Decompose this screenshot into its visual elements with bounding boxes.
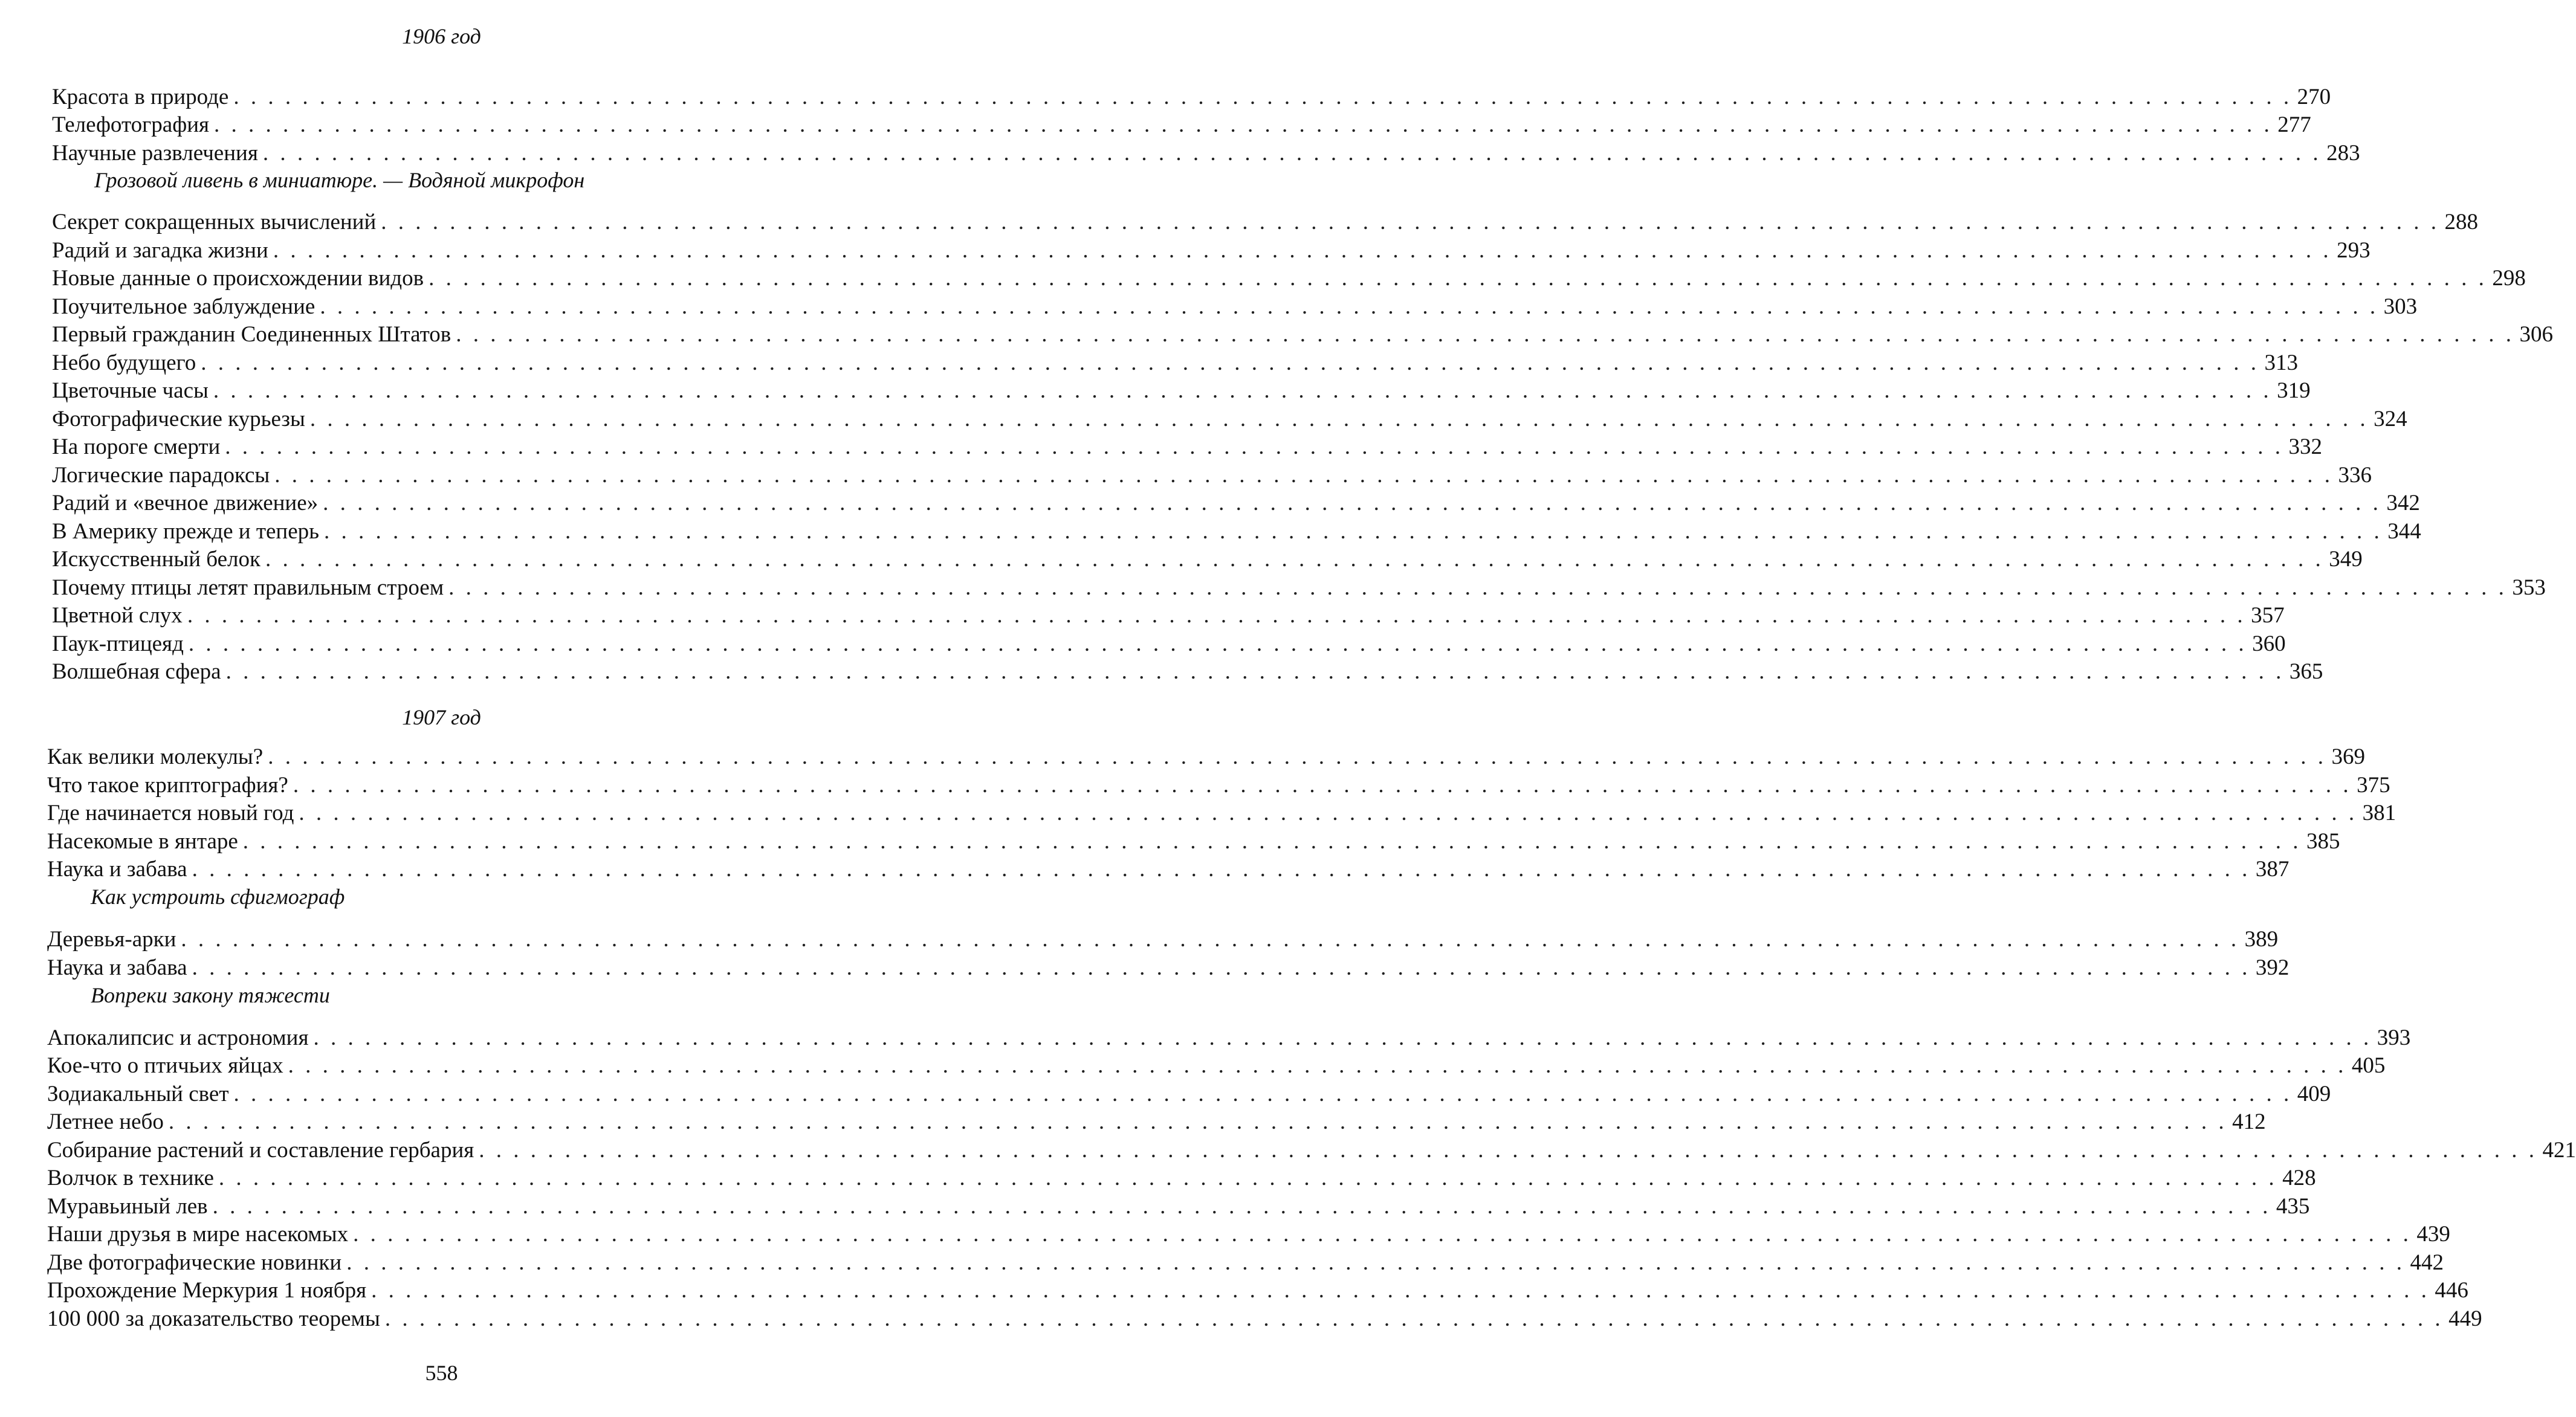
toc-entry xyxy=(47,1052,2386,1080)
toc-entry xyxy=(52,208,2479,236)
toc-entry-title: Насекомые в янтаре xyxy=(47,829,238,854)
section-heading-1906: 1906 год xyxy=(402,24,481,48)
toc-entry-title: Небо будущего xyxy=(52,350,196,375)
toc-entry-page-number: 446 xyxy=(2435,1278,2468,1303)
dot-leader: . . . . . . . . . . . . . . . . . . . . . . . . . . . . . . . . . . . . . . . . . . . . . . . . . . . . . . . . . . . . . . . . . . . . . . . . . . . . . . . . . . . . . . . . . . . . . . . . . . . . . . . . . . . . . . . . . . . . . . . . xyxy=(353,1222,2412,1247)
dot-leader: . . . . . . . . . . . . . . . . . . . . . . . . . . . . . . . . . . . . . . . . . . . . . . . . . . . . . . . . . . . . . . . . . . . . . . . . . . . . . . . . . . . . . . . . . . . . . . . . . . . . . . . . . . . . . . . . . . . . . . . . xyxy=(371,1278,2430,1303)
dot-leader: . . . . . . . . . . . . . . . . . . . . . . . . . . . . . . . . . . . . . . . . . . . . . . . . . . . . . . . . . . . . . . . . . . . . . . . . . . . . . . . . . . . . . . . . . . . . . . . . . . . . . . . . . . . . . . . . . . . . . . . . xyxy=(213,378,2272,403)
toc-entry-page-number: 293 xyxy=(2337,238,2371,263)
toc-entry-title: Наука и забава xyxy=(47,857,187,882)
toc-entry xyxy=(47,1024,2411,1052)
toc-entry xyxy=(47,856,2290,883)
toc-entry-title: Что такое криптография? xyxy=(47,773,288,798)
toc-entry-page-number: 387 xyxy=(2255,857,2290,882)
toc-entry-page-number: 306 xyxy=(2519,322,2554,347)
toc-entry xyxy=(52,349,2299,377)
toc-entry-subtitle: Вопреки закону тяжести xyxy=(91,983,330,1007)
dot-leader: . . . . . . . . . . . . . . . . . . . . . . . . . . . . . . . . . . . . . . . . . . . . . . . . . . . . . . . . . . . . . . . . . . . . . . . . . . . . . . . . . . . . . . . . . . . . . . . . . . . . . . . . . . . . . . . . . . . . . . . . xyxy=(265,547,2324,572)
toc-entry xyxy=(52,518,2421,546)
toc-entry xyxy=(47,1277,2468,1305)
toc-entry-title: Секрет сокращенных вычислений xyxy=(52,210,377,234)
toc-entry-title: Волчок в технике xyxy=(47,1166,214,1190)
toc-entry xyxy=(52,237,2371,265)
dot-leader: . . . . . . . . . . . . . . . . . . . . . . . . . . . . . . . . . . . . . . . . . . . . . . . . . . . . . . . . . . . . . . . . . . . . . . . . . . . . . . . . . . . . . . . . . . . . . . . . . . . . . . . . . . . . . . . . . . . . . . . . xyxy=(168,1109,2227,1134)
dot-leader: . . . . . . . . . . . . . . . . . . . . . . . . . . . . . . . . . . . . . . . . . . . . . . . . . . . . . . . . . . . . . . . . . . . . . . . . . . . . . . . . . . . . . . . . . . . . . . . . . . . . . . . . . . . . . . . . . . . . . . . . xyxy=(299,801,2358,825)
toc-entry-title: Цветной слух xyxy=(52,603,183,628)
toc-entry-page-number: 336 xyxy=(2338,463,2372,488)
toc-entry-subtitle: Как устроить сфигмограф xyxy=(91,885,345,909)
toc-entry-page-number: 392 xyxy=(2255,955,2290,980)
toc-entry-title: В Америку прежде и теперь xyxy=(52,519,320,544)
toc-entry-page-number: 353 xyxy=(2512,575,2546,600)
toc-entry-title: Две фотографические новинки xyxy=(47,1250,342,1275)
toc-entry-page-number: 344 xyxy=(2387,519,2421,544)
toc-entry xyxy=(52,265,2526,292)
toc-entry-page-number: 298 xyxy=(2492,266,2526,291)
dot-leader: . . . . . . . . . . . . . . . . . . . . . . . . . . . . . . . . . . . . . . . . . . . . . . . . . . . . . . . . . . . . . . . . . . . . . . . . . . . . . . . . . . . . . . . . . . . . . . . . . . . . . . . . . . . . . . . . . . . . . . . . xyxy=(479,1138,2538,1163)
dot-leader: . . . . . . . . . . . . . . . . . . . . . . . . . . . . . . . . . . . . . . . . . . . . . . . . . . . . . . . . . . . . . . . . . . . . . . . . . . . . . . . . . . . . . . . . . . . . . . . . . . . . . . . . . . . . . . . . . . . . . . . . xyxy=(214,112,2273,137)
toc-entry-page-number: 360 xyxy=(2252,631,2286,656)
dot-leader: . . . . . . . . . . . . . . . . . . . . . . . . . . . . . . . . . . . . . . . . . . . . . . . . . . . . . . . . . . . . . . . . . . . . . . . . . . . . . . . . . . . . . . . . . . . . . . . . . . . . . . . . . . . . . . . . . . . . . . . . xyxy=(346,1250,2405,1275)
dot-leader: . . . . . . . . . . . . . . . . . . . . . . . . . . . . . . . . . . . . . . . . . . . . . . . . . . . . . . . . . . . . . . . . . . . . . . . . . . . . . . . . . . . . . . . . . . . . . . . . . . . . . . . . . . . . . . . . . . . . . . . . xyxy=(242,829,2302,854)
toc-entry-title: Радий и «вечное движение» xyxy=(52,491,319,515)
toc-entry xyxy=(47,1137,2576,1164)
dot-leader: . . . . . . . . . . . . . . . . . . . . . . . . . . . . . . . . . . . . . . . . . . . . . . . . . . . . . . . . . . . . . . . . . . . . . . . . . . . . . . . . . . . . . . . . . . . . . . . . . . . . . . . . . . . . . . . . . . . . . . . . xyxy=(429,266,2487,291)
toc-entry-page-number: 369 xyxy=(2331,744,2365,769)
dot-leader: . . . . . . . . . . . . . . . . . . . . . . . . . . . . . . . . . . . . . . . . . . . . . . . . . . . . . . . . . . . . . . . . . . . . . . . . . . . . . . . . . . . . . . . . . . . . . . . . . . . . . . . . . . . . . . . . . . . . . . . . xyxy=(201,350,2260,375)
toc-entry xyxy=(47,1249,2444,1277)
dot-leader: . . . . . . . . . . . . . . . . . . . . . . . . . . . . . . . . . . . . . . . . . . . . . . . . . . . . . . . . . . . . . . . . . . . . . . . . . . . . . . . . . . . . . . . . . . . . . . . . . . . . . . . . . . . . . . . . . . . . . . . . xyxy=(233,1082,2293,1106)
toc-entry-page-number: 449 xyxy=(2448,1306,2482,1331)
toc-entry-page-number: 435 xyxy=(2276,1194,2310,1219)
toc-entry xyxy=(52,83,2331,111)
toc-entry xyxy=(52,321,2554,349)
toc-entry-page-number: 412 xyxy=(2232,1109,2266,1134)
toc-entry-title: Радий и загадка жизни xyxy=(52,238,268,263)
toc-entry xyxy=(47,954,2290,982)
dot-leader: . . . . . . . . . . . . . . . . . . . . . . . . . . . . . . . . . . . . . . . . . . . . . . . . . . . . . . . . . . . . . . . . . . . . . . . . . . . . . . . . . . . . . . . . . . . . . . . . . . . . . . . . . . . . . . . . . . . . . . . . xyxy=(262,141,2322,166)
toc-entry-page-number: 442 xyxy=(2410,1250,2444,1275)
toc-entry-title: Волшебная сфера xyxy=(52,659,221,684)
toc-entry-title: Муравьиный лев xyxy=(47,1194,208,1219)
toc-entry-title: Красота в природе xyxy=(52,85,229,109)
dot-leader: . . . . . . . . . . . . . . . . . . . . . . . . . . . . . . . . . . . . . . . . . . . . . . . . . . . . . . . . . . . . . . . . . . . . . . . . . . . . . . . . . . . . . . . . . . . . . . . . . . . . . . . . . . . . . . . . . . . . . . . . xyxy=(181,927,2240,952)
toc-entry-title: Деревья-арки xyxy=(47,927,176,952)
toc-entry-title: Паук-птицеяд xyxy=(52,631,184,656)
toc-entry-page-number: 283 xyxy=(2326,141,2360,166)
toc-entry-title: 100 000 за доказательство теоремы xyxy=(47,1306,380,1331)
dot-leader: . . . . . . . . . . . . . . . . . . . . . . . . . . . . . . . . . . . . . . . . . . . . . . . . . . . . . . . . . . . . . . . . . . . . . . . . . . . . . . . . . . . . . . . . . . . . . . . . . . . . . . . . . . . . . . . . . . . . . . . . xyxy=(274,463,2334,488)
toc-entry xyxy=(52,574,2546,602)
dot-leader: . . . . . . . . . . . . . . . . . . . . . . . . . . . . . . . . . . . . . . . . . . . . . . . . . . . . . . . . . . . . . . . . . . . . . . . . . . . . . . . . . . . . . . . . . . . . . . . . . . . . . . . . . . . . . . . . . . . . . . . . xyxy=(288,1053,2347,1078)
toc-entry xyxy=(52,140,2360,167)
dot-leader: . . . . . . . . . . . . . . . . . . . . . . . . . . . . . . . . . . . . . . . . . . . . . . . . . . . . . . . . . . . . . . . . . . . . . . . . . . . . . . . . . . . . . . . . . . . . . . . . . . . . . . . . . . . . . . . . . . . . . . . . xyxy=(324,519,2383,544)
toc-entry xyxy=(52,293,2418,321)
toc-entry-title: Где начинается новый год xyxy=(47,801,294,825)
toc-entry-title: Цветочные часы xyxy=(52,378,209,403)
toc-entry-page-number: 277 xyxy=(2277,112,2311,137)
toc-entry-title: Новые данные о происхождении видов xyxy=(52,266,424,291)
toc-entry-page-number: 375 xyxy=(2357,773,2390,798)
toc-entry-page-number: 332 xyxy=(2288,434,2323,459)
toc-entry xyxy=(52,111,2311,139)
toc-entry xyxy=(52,433,2323,461)
toc-entry-title: Искусственный белок xyxy=(52,547,261,572)
toc-entry xyxy=(47,1305,2482,1333)
dot-leader: . . . . . . . . . . . . . . . . . . . . . . . . . . . . . . . . . . . . . . . . . . . . . . . . . . . . . . . . . . . . . . . . . . . . . . . . . . . . . . . . . . . . . . . . . . . . . . . . . . . . . . . . . . . . . . . . . . . . . . . . xyxy=(212,1194,2271,1219)
toc-entry xyxy=(47,1080,2331,1108)
page-number: 558 xyxy=(425,1361,458,1385)
toc-entry xyxy=(52,630,2286,658)
toc-entry-page-number: 270 xyxy=(2297,85,2331,109)
dot-leader: . . . . . . . . . . . . . . . . . . . . . . . . . . . . . . . . . . . . . . . . . . . . . . . . . . . . . . . . . . . . . . . . . . . . . . . . . . . . . . . . . . . . . . . . . . . . . . . . . . . . . . . . . . . . . . . . . . . . . . . . xyxy=(323,491,2381,515)
toc-entry-page-number: 324 xyxy=(2374,407,2407,431)
toc-entry-page-number: 303 xyxy=(2383,294,2418,319)
toc-entry-title: Как велики молекулы? xyxy=(47,744,264,769)
toc-entry xyxy=(52,489,2420,517)
toc-entry-title: Собирание растений и составление гербария xyxy=(47,1138,474,1163)
dot-leader: . . . . . . . . . . . . . . . . . . . . . . . . . . . . . . . . . . . . . . . . . . . . . . . . . . . . . . . . . . . . . . . . . . . . . . . . . . . . . . . . . . . . . . . . . . . . . . . . . . . . . . . . . . . . . . . . . . . . . . . . xyxy=(188,631,2247,656)
toc-entry xyxy=(52,377,2311,405)
dot-leader: . . . . . . . . . . . . . . . . . . . . . . . . . . . . . . . . . . . . . . . . . . . . . . . . . . . . . . . . . . . . . . . . . . . . . . . . . . . . . . . . . . . . . . . . . . . . . . . . . . . . . . . . . . . . . . . . . . . . . . . . xyxy=(320,294,2379,319)
toc-entry-page-number: 405 xyxy=(2351,1053,2386,1078)
toc-entry-page-number: 288 xyxy=(2444,210,2479,234)
toc-entry-page-number: 319 xyxy=(2277,378,2311,403)
toc-entry-page-number: 365 xyxy=(2289,659,2323,684)
toc-entry xyxy=(52,462,2372,489)
toc-entry-title: Кое-что о птичьих яйцах xyxy=(47,1053,283,1078)
dot-leader: . . . . . . . . . . . . . . . . . . . . . . . . . . . . . . . . . . . . . . . . . . . . . . . . . . . . . . . . . . . . . . . . . . . . . . . . . . . . . . . . . . . . . . . . . . . . . . . . . . . . . . . . . . . . . . . . . . . . . . . . xyxy=(384,1306,2444,1331)
toc-entry-title: Почему птицы летят правильным строем xyxy=(52,575,444,600)
toc-entry-page-number: 313 xyxy=(2264,350,2299,375)
toc-entry-page-number: 428 xyxy=(2282,1166,2316,1190)
toc-entry-title: Наука и забава xyxy=(47,955,187,980)
toc-entry-page-number: 385 xyxy=(2306,829,2340,854)
toc-entry xyxy=(52,405,2407,433)
toc-entry xyxy=(47,772,2390,799)
toc-entry-subtitle: Грозовой ливень в миниатюре. — Водяной микрофон xyxy=(94,168,585,192)
toc-entry-title: Логические парадоксы xyxy=(52,463,270,488)
toc-entry-title: Наши друзья в мире насекомых xyxy=(47,1222,349,1247)
toc-entry xyxy=(47,743,2365,771)
dot-leader: . . . . . . . . . . . . . . . . . . . . . . . . . . . . . . . . . . . . . . . . . . . . . . . . . . . . . . . . . . . . . . . . . . . . . . . . . . . . . . . . . . . . . . . . . . . . . . . . . . . . . . . . . . . . . . . . . . . . . . . . xyxy=(218,1166,2277,1190)
dot-leader: . . . . . . . . . . . . . . . . . . . . . . . . . . . . . . . . . . . . . . . . . . . . . . . . . . . . . . . . . . . . . . . . . . . . . . . . . . . . . . . . . . . . . . . . . . . . . . . . . . . . . . . . . . . . . . . . . . . . . . . . xyxy=(309,407,2369,431)
toc-entry-page-number: 389 xyxy=(2244,927,2279,952)
dot-leader: . . . . . . . . . . . . . . . . . . . . . . . . . . . . . . . . . . . . . . . . . . . . . . . . . . . . . . . . . . . . . . . . . . . . . . . . . . . . . . . . . . . . . . . . . . . . . . . . . . . . . . . . . . . . . . . . . . . . . . . . xyxy=(192,857,2251,882)
toc-entry-page-number: 342 xyxy=(2386,491,2420,515)
toc-entry-title: Фотографические курьезы xyxy=(52,407,305,431)
toc-entry-title: На пороге смерти xyxy=(52,434,221,459)
dot-leader: . . . . . . . . . . . . . . . . . . . . . . . . . . . . . . . . . . . . . . . . . . . . . . . . . . . . . . . . . . . . . . . . . . . . . . . . . . . . . . . . . . . . . . . . . . . . . . . . . . . . . . . . . . . . . . . . . . . . . . . . xyxy=(192,955,2251,980)
dot-leader: . . . . . . . . . . . . . . . . . . . . . . . . . . . . . . . . . . . . . . . . . . . . . . . . . . . . . . . . . . . . . . . . . . . . . . . . . . . . . . . . . . . . . . . . . . . . . . . . . . . . . . . . . . . . . . . . . . . . . . . . xyxy=(187,603,2246,628)
dot-leader: . . . . . . . . . . . . . . . . . . . . . . . . . . . . . . . . . . . . . . . . . . . . . . . . . . . . . . . . . . . . . . . . . . . . . . . . . . . . . . . . . . . . . . . . . . . . . . . . . . . . . . . . . . . . . . . . . . . . . . . . xyxy=(381,210,2440,234)
toc-entry xyxy=(47,828,2340,856)
toc-entry-title: Летнее небо xyxy=(47,1109,164,1134)
toc-entry-page-number: 409 xyxy=(2297,1082,2331,1106)
toc-entry-title: Научные развлечения xyxy=(52,141,258,166)
dot-leader: . . . . . . . . . . . . . . . . . . . . . . . . . . . . . . . . . . . . . . . . . . . . . . . . . . . . . . . . . . . . . . . . . . . . . . . . . . . . . . . . . . . . . . . . . . . . . . . . . . . . . . . . . . . . . . . . . . . . . . . . xyxy=(225,659,2285,684)
toc-entry-title: Первый гражданин Соединенных Штатов xyxy=(52,322,451,347)
dot-leader: . . . . . . . . . . . . . . . . . . . . . . . . . . . . . . . . . . . . . . . . . . . . . . . . . . . . . . . . . . . . . . . . . . . . . . . . . . . . . . . . . . . . . . . . . . . . . . . . . . . . . . . . . . . . . . . . . . . . . . . . xyxy=(293,773,2352,798)
toc-entry xyxy=(47,926,2279,954)
toc-entry-title: Апокалипсис и астрономия xyxy=(47,1025,309,1050)
toc-entry-page-number: 421 xyxy=(2542,1138,2576,1163)
dot-leader: . . . . . . . . . . . . . . . . . . . . . . . . . . . . . . . . . . . . . . . . . . . . . . . . . . . . . . . . . . . . . . . . . . . . . . . . . . . . . . . . . . . . . . . . . . . . . . . . . . . . . . . . . . . . . . . . . . . . . . . . xyxy=(456,322,2515,347)
dot-leader: . . . . . . . . . . . . . . . . . . . . . . . . . . . . . . . . . . . . . . . . . . . . . . . . . . . . . . . . . . . . . . . . . . . . . . . . . . . . . . . . . . . . . . . . . . . . . . . . . . . . . . . . . . . . . . . . . . . . . . . . xyxy=(448,575,2507,600)
toc-entry xyxy=(52,546,2363,573)
section-heading-1907: 1907 год xyxy=(402,705,481,729)
toc-entry-page-number: 439 xyxy=(2416,1222,2450,1247)
toc-entry xyxy=(47,799,2396,827)
dot-leader: . . . . . . . . . . . . . . . . . . . . . . . . . . . . . . . . . . . . . . . . . . . . . . . . . . . . . . . . . . . . . . . . . . . . . . . . . . . . . . . . . . . . . . . . . . . . . . . . . . . . . . . . . . . . . . . . . . . . . . . . xyxy=(273,238,2332,263)
toc-entry xyxy=(47,1193,2310,1221)
toc-entry-page-number: 349 xyxy=(2329,547,2363,572)
toc-entry-title: Прохождение Меркурия 1 ноября xyxy=(47,1278,367,1303)
toc-entry-page-number: 381 xyxy=(2362,801,2396,825)
toc-entry xyxy=(52,658,2323,686)
dot-leader: . . . . . . . . . . . . . . . . . . . . . . . . . . . . . . . . . . . . . . . . . . . . . . . . . . . . . . . . . . . . . . . . . . . . . . . . . . . . . . . . . . . . . . . . . . . . . . . . . . . . . . . . . . . . . . . . . . . . . . . . xyxy=(313,1025,2372,1050)
dot-leader: . . . . . . . . . . . . . . . . . . . . . . . . . . . . . . . . . . . . . . . . . . . . . . . . . . . . . . . . . . . . . . . . . . . . . . . . . . . . . . . . . . . . . . . . . . . . . . . . . . . . . . . . . . . . . . . . . . . . . . . . xyxy=(268,744,2326,769)
toc-entry-page-number: 357 xyxy=(2251,603,2285,628)
toc-entry xyxy=(47,1221,2450,1248)
toc-entry-page-number: 393 xyxy=(2377,1025,2411,1050)
toc-entry xyxy=(52,602,2285,630)
dot-leader: . . . . . . . . . . . . . . . . . . . . . . . . . . . . . . . . . . . . . . . . . . . . . . . . . . . . . . . . . . . . . . . . . . . . . . . . . . . . . . . . . . . . . . . . . . . . . . . . . . . . . . . . . . . . . . . . . . . . . . . . xyxy=(233,85,2293,109)
toc-entry-title: Зодиакальный свет xyxy=(47,1082,229,1106)
toc-entry-title: Телефотография xyxy=(52,112,210,137)
toc-entry-title: Поучительное заблуждение xyxy=(52,294,316,319)
toc-entry xyxy=(47,1108,2266,1136)
toc-entry xyxy=(47,1164,2316,1192)
dot-leader: . . . . . . . . . . . . . . . . . . . . . . . . . . . . . . . . . . . . . . . . . . . . . . . . . . . . . . . . . . . . . . . . . . . . . . . . . . . . . . . . . . . . . . . . . . . . . . . . . . . . . . . . . . . . . . . . . . . . . . . . xyxy=(225,434,2284,459)
